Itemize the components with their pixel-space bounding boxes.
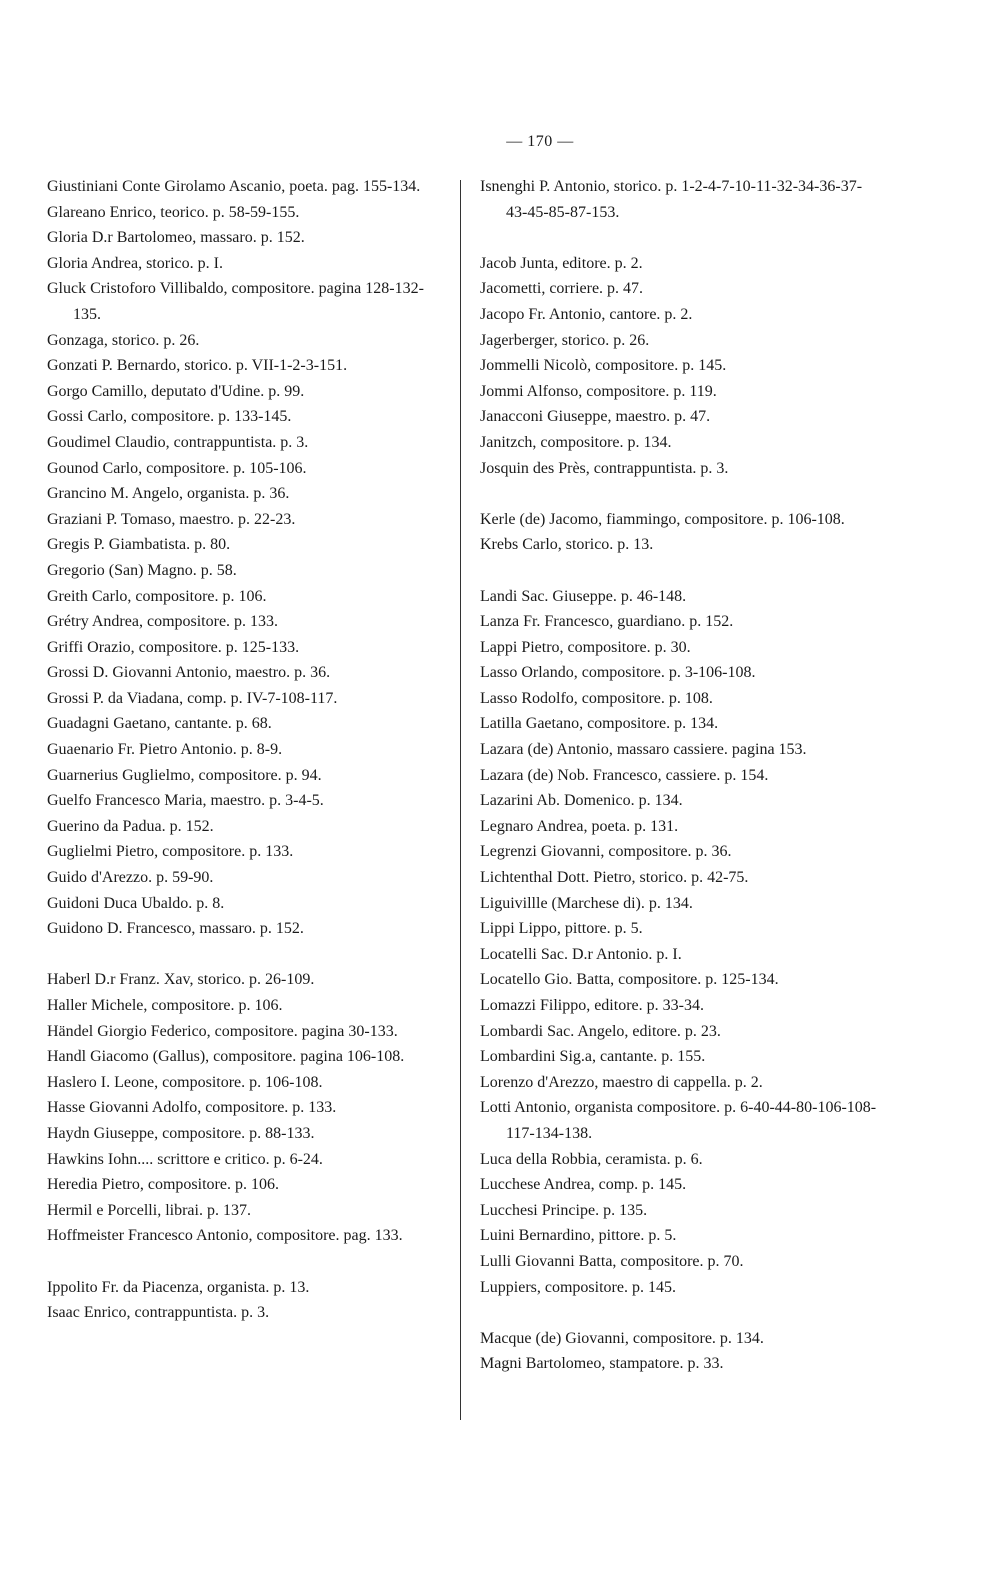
index-entry: Hasse Giovanni Adolfo, compositore. p. 133. <box>47 1099 337 1117</box>
index-entry: Guaenario Fr. Pietro Antonio. p. 8-9. <box>47 741 283 759</box>
index-entry: Lorenzo d'Arezzo, maestro di cappella. p. 2. <box>480 1073 763 1091</box>
index-entry: Krebs Carlo, storico. p. 13. <box>480 536 654 554</box>
index-entry: Händel Giorgio Federico, compositore. pagina 30-133. <box>47 1022 398 1040</box>
index-entry: Giustiniani Conte Girolamo Ascanio, poeta. pag. 155-134. <box>47 178 421 195</box>
index-entry: Grancino M. Angelo, organista. p. 36. <box>47 485 290 503</box>
index-entry: Lucchesi Principe. p. 135. <box>480 1201 648 1219</box>
index-entry: Lazarini Ab. Domenico. p. 134. <box>480 792 683 810</box>
index-entry: Jommelli Nicolò, compositore. p. 145. <box>480 357 727 375</box>
index-entry: Hoffmeister Francesco Antonio, compositore. pag. 133. <box>47 1227 403 1245</box>
index-group <box>47 967 442 1249</box>
index-entry: Handl Giacomo (Gallus), compositore. pagina 106-108. <box>47 1048 405 1066</box>
index-entry: Lucchese Andrea, comp. p. 145. <box>480 1176 687 1194</box>
index-entry: Guadagni Gaetano, cantante. p. 68. <box>47 715 272 733</box>
index-entry: Magni Bartolomeo, stampatore. p. 33. <box>480 1355 724 1373</box>
index-group <box>480 251 880 481</box>
column-divider <box>460 180 461 1420</box>
index-entry: Griffi Orazio, compositore. p. 125-133. <box>47 638 300 656</box>
index-entry: Legrenzi Giovanni, compositore. p. 36. <box>480 843 732 861</box>
index-entry: Guglielmi Pietro, compositore. p. 133. <box>47 843 294 861</box>
index-entry: Jacometti, corriere. p. 47. <box>480 280 644 298</box>
index-entry: Lombardi Sac. Angelo, editore. p. 23. <box>480 1022 721 1040</box>
index-entry: Jagerberger, storico. p. 26. <box>480 331 650 349</box>
index-group <box>47 174 442 942</box>
index-group <box>480 174 880 225</box>
index-entry: Haslero I. Leone, compositore. p. 106-108. <box>47 1073 323 1091</box>
index-entry: Gloria D.r Bartolomeo, massaro. p. 152. <box>47 229 305 247</box>
index-entry: Gonzati P. Bernardo, storico. p. VII-1-2-3-151. <box>47 357 348 375</box>
index-entry: Josquin des Près, contrappuntista. p. 3. <box>480 459 729 477</box>
index-entry: Greith Carlo, compositore. p. 106. <box>47 587 267 605</box>
index-entry: Lombardini Sig.a, cantante. p. 155. <box>480 1048 706 1066</box>
index-entry: Graziani P. Tomaso, maestro. p. 22-23. <box>47 510 296 528</box>
index-entry: Guidoni Duca Ubaldo. p. 8. <box>47 894 225 912</box>
index-entry: Locatello Gio. Batta, compositore. p. 125-134. <box>480 971 779 989</box>
index-entry: Haller Michele, compositore. p. 106. <box>47 997 283 1014</box>
index-entry: Legnaro Andrea, poeta. p. 131. <box>480 817 679 835</box>
index-group <box>480 507 880 558</box>
index-entry: Goudimel Claudio, contrappuntista. p. 3. <box>47 433 309 451</box>
index-entry: Gounod Carlo, compositore. p. 105-106. <box>47 459 307 477</box>
index-entry: Lasso Orlando, compositore. p. 3-106-108. <box>480 664 756 682</box>
index-group <box>480 1326 880 1377</box>
index-group <box>47 1275 442 1326</box>
index-entry: Guerino da Padua. p. 152. <box>47 817 214 835</box>
index-entry: Lasso Rodolfo, compositore. p. 108. <box>480 689 713 707</box>
index-entry: Lulli Giovanni Batta, compositore. p. 70. <box>480 1252 744 1270</box>
index-entry: Guarnerius Guglielmo, compositore. p. 94. <box>47 766 322 784</box>
index-entry: Grétry Andrea, compositore. p. 133. <box>47 613 279 631</box>
index-entry: Gossi Carlo, compositore. p. 133-145. <box>47 408 292 426</box>
index-column-left <box>47 174 442 1351</box>
index-entry: Liguivillle (Marchese di). p. 134. <box>480 894 693 912</box>
index-entry: Guidono D. Francesco, massaro. p. 152. <box>47 920 304 938</box>
index-entry: Gloria Andrea, storico. p. I. <box>47 254 223 272</box>
index-entry: Gregis P. Giambatista. p. 80. <box>47 536 231 554</box>
index-entry: Lazara (de) Nob. Francesco, cassiere. p. 154. <box>480 766 769 784</box>
index-entry: Lappi Pietro, compositore. p. 30. <box>480 638 691 656</box>
index-entry: Janacconi Giuseppe, maestro. p. 47. <box>480 408 711 426</box>
index-entry: Grossi D. Giovanni Antonio, maestro. p. 36. <box>47 664 331 682</box>
index-entry: Locatelli Sac. D.r Antonio. p. I. <box>480 945 682 963</box>
index-entry: Lippi Lippo, pittore. p. 5. <box>480 920 643 938</box>
index-group <box>480 584 880 1301</box>
index-entry: Glareano Enrico, teorico. p. 58-59-155. <box>47 203 300 221</box>
index-entry: Janitzch, compositore. p. 134. <box>480 433 672 451</box>
index-entry: Landi Sac. Giuseppe. p. 46-148. <box>480 587 687 605</box>
index-entry: Guelfo Francesco Maria, maestro. p. 3-4-5. <box>47 792 324 810</box>
index-column-right <box>480 174 880 1403</box>
index-entry: Gonzaga, storico. p. 26. <box>47 331 200 349</box>
index-entry: Luca della Robbia, ceramista. p. 6. <box>480 1150 703 1168</box>
index-entry: Haydn Giuseppe, compositore. p. 88-133. <box>47 1124 315 1142</box>
index-entry: Lichtenthal Dott. Pietro, storico. p. 42-75. <box>480 869 749 887</box>
index-entry: Ippolito Fr. da Piacenza, organista. p. 13. <box>47 1278 310 1296</box>
index-entry: Gregorio (San) Magno. p. 58. <box>47 561 237 579</box>
index-entry: Kerle (de) Jacomo, fiammingo, compositore. p. 106-108. <box>480 510 845 528</box>
index-entry: Haberl D.r Franz. Xav, storico. p. 26-109. <box>47 971 315 989</box>
index-entry: Jommi Alfonso, compositore. p. 119. <box>480 382 717 400</box>
index-entry: Hermil e Porcelli, librai. p. 137. <box>47 1201 251 1219</box>
index-entry: Jacopo Fr. Antonio, cantore. p. 2. <box>480 305 693 323</box>
index-entry: Lanza Fr. Francesco, guardiano. p. 152. <box>480 613 734 631</box>
index-entry: Jacob Junta, editore. p. 2. <box>480 254 643 272</box>
index-entry: Lomazzi Filippo, editore. p. 33-34. <box>480 997 704 1014</box>
index-entry: Luini Bernardino, pittore. p. 5. <box>480 1227 677 1245</box>
index-entry: Hawkins Iohn.... scrittore e critico. p. 6-24. <box>47 1150 323 1168</box>
index-entry: Latilla Gaetano, compositore. p. 134. <box>480 715 719 733</box>
index-entry: Lotti Antonio, organista compositore. p. 6-40-44-80-106-108-117-134-138. <box>480 1099 877 1142</box>
index-entry: Isnenghi P. Antonio, storico. p. 1-2-4-7-10-11-32-34-36-37-43-45-85-87-153. <box>480 178 863 221</box>
index-entry: Guido d'Arezzo. p. 59-90. <box>47 869 214 887</box>
index-entry: Grossi P. da Viadana, comp. p. IV-7-108-117. <box>47 689 338 707</box>
page-number: — 170 — <box>506 133 574 150</box>
index-entry: Isaac Enrico, contrappuntista. p. 3. <box>47 1304 270 1322</box>
index-entry: Lazara (de) Antonio, massaro cassiere. pagina 153. <box>480 741 807 759</box>
index-entry: Heredia Pietro, compositore. p. 106. <box>47 1176 279 1194</box>
index-entry: Gorgo Camillo, deputato d'Udine. p. 99. <box>47 382 305 400</box>
index-entry: Macque (de) Giovanni, compositore. p. 134. <box>480 1329 764 1347</box>
index-entry: Gluck Cristoforo Villibaldo, compositore. pagina 128-132-135. <box>47 280 424 323</box>
index-entry: Luppiers, compositore. p. 145. <box>480 1278 676 1296</box>
